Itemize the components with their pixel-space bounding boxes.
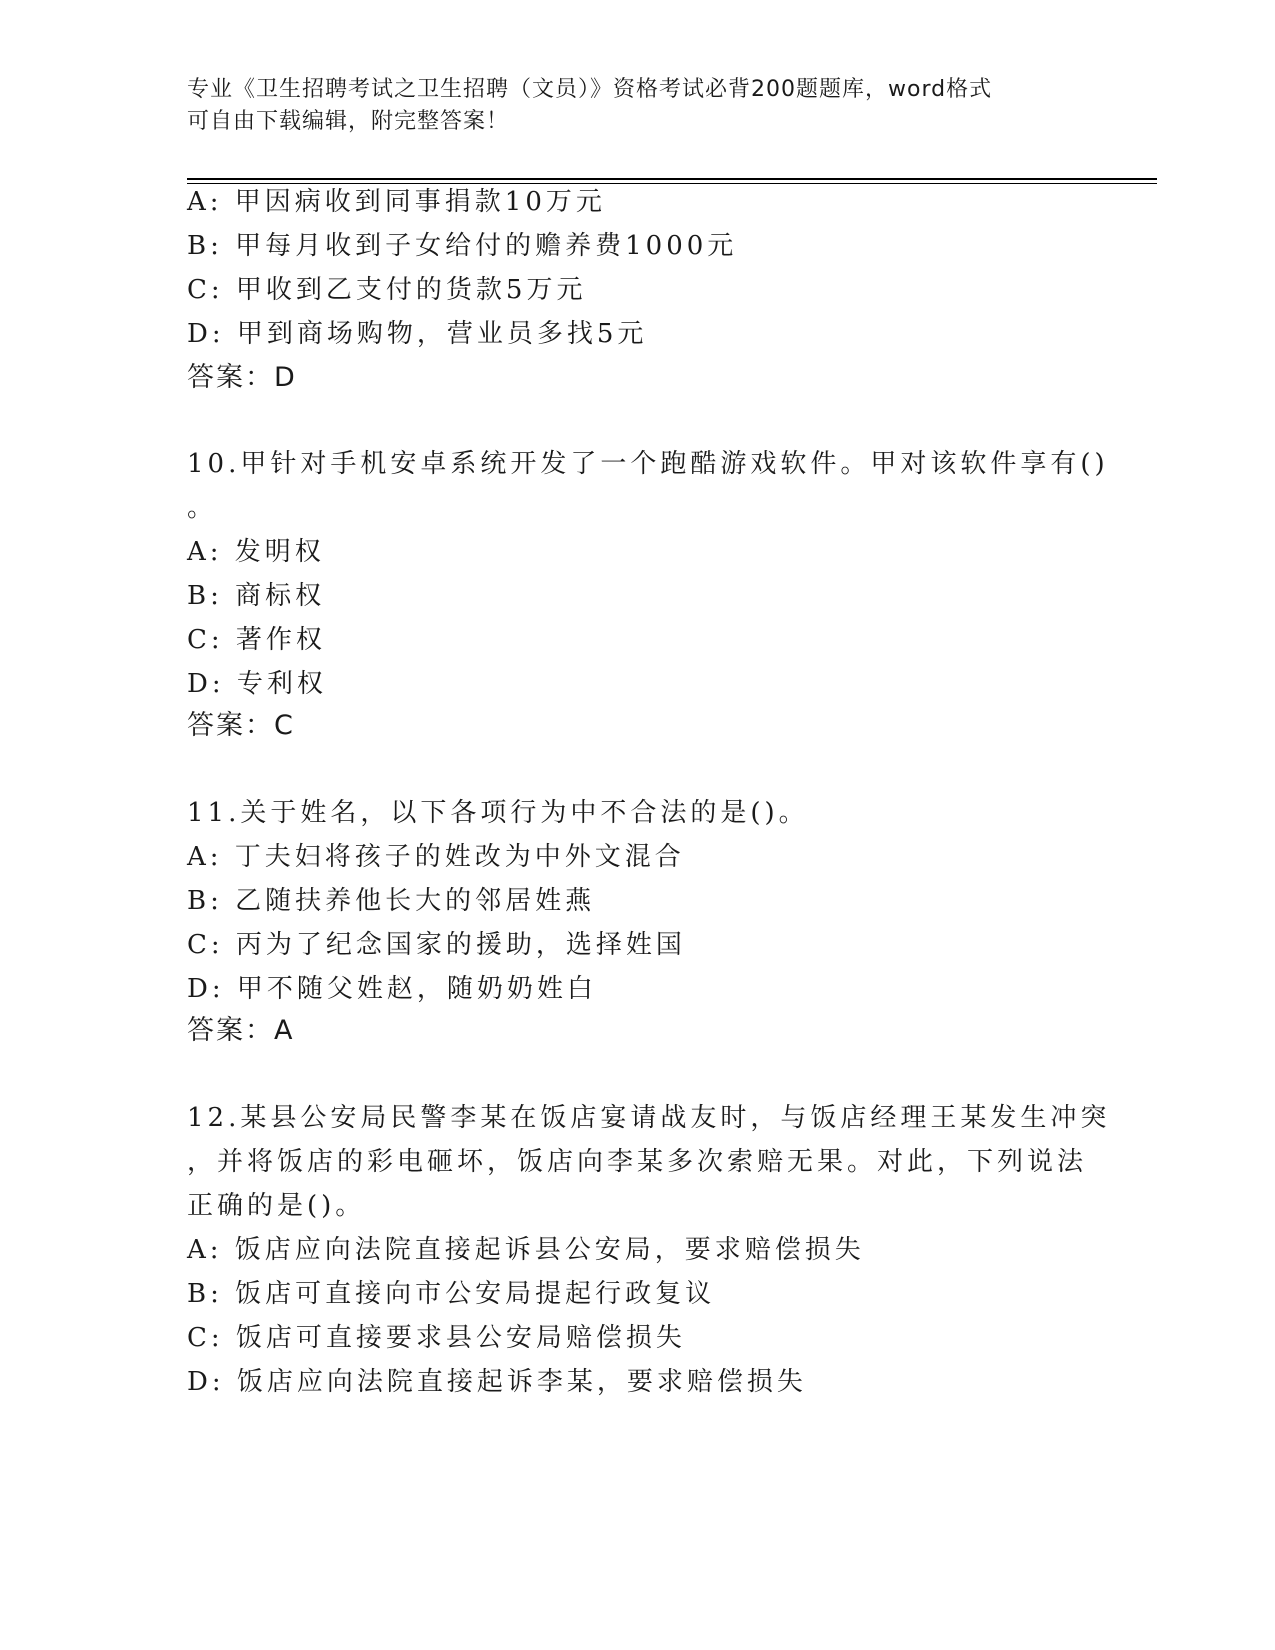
q12-option-c: C: 饭店可直接要求县公安局赔偿损失 — [187, 1323, 686, 1353]
header-title-line-2: 可自由下载编辑，附完整答案！ — [187, 109, 510, 134]
q12-stem-line-3: 正确的是()。 — [187, 1191, 366, 1221]
q10-option-a: A: 发明权 — [187, 537, 325, 567]
q12-option-b: B: 饭店可直接向市公安局提起行政复议 — [187, 1279, 716, 1309]
q9-answer: 答案：D — [187, 362, 297, 393]
document-header — [187, 74, 1087, 138]
q9-option-b: B: 甲每月收到子女给付的赡养费1000元 — [187, 231, 738, 261]
q11-option-a: A: 丁夫妇将孩子的姓改为中外文混合 — [187, 842, 685, 872]
header-rule-thick — [187, 178, 1157, 180]
q11-option-d: D: 甲不随父姓赵，随奶奶姓白 — [187, 974, 597, 1004]
q11-option-b: B: 乙随扶养他长大的邻居姓燕 — [187, 886, 596, 916]
q10-option-d: D: 专利权 — [187, 669, 327, 699]
q12-stem-line-1: 12.某县公安局民警李某在饭店宴请战友时，与饭店经理王某发生冲突 — [187, 1103, 1111, 1133]
q11-answer: 答案：A — [187, 1015, 295, 1046]
header-title-line-1: 专业《卫生招聘考试之卫生招聘（文员）》资格考试必背200题题库，word格式 — [187, 77, 993, 102]
q11-stem-line-1: 11.关于姓名，以下各项行为中不合法的是()。 — [187, 798, 809, 828]
q9-option-d: D: 甲到商场购物，营业员多找5元 — [187, 319, 648, 349]
q10-stem-line-1: 10.甲针对手机安卓系统开发了一个跑酷游戏软件。甲对该软件享有() — [187, 449, 1109, 479]
q9-option-c: C: 甲收到乙支付的货款5万元 — [187, 275, 587, 305]
q10-option-b: B: 商标权 — [187, 581, 326, 611]
q11-option-c: C: 丙为了纪念国家的援助，选择姓国 — [187, 930, 686, 960]
q10-stem-line-2: 。 — [187, 493, 218, 523]
q10-answer: 答案：C — [187, 710, 295, 741]
q12-option-a: A: 饭店应向法院直接起诉县公安局，要求赔偿损失 — [187, 1235, 865, 1265]
q9-option-a: A: 甲因病收到同事捐款10万元 — [187, 187, 606, 217]
q10-option-c: C: 著作权 — [187, 625, 326, 655]
q12-option-d: D: 饭店应向法院直接起诉李某，要求赔偿损失 — [187, 1367, 807, 1397]
q12-stem-line-2: ，并将饭店的彩电砸坏，饭店向李某多次索赔无果。对此，下列说法 — [187, 1147, 1088, 1177]
